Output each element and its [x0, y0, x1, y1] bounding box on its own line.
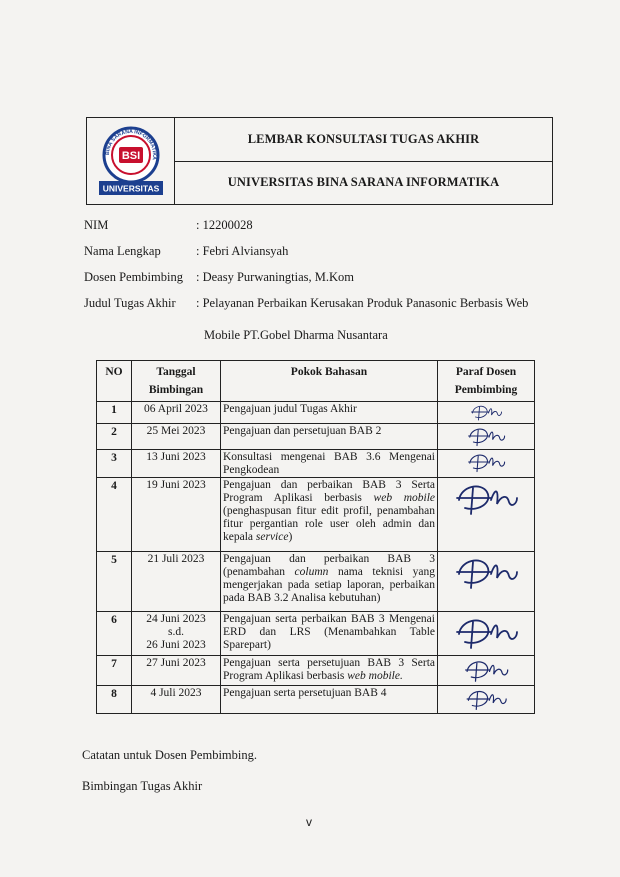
row-date: 4 Juli 2023	[132, 686, 221, 714]
row-date: 24 Juni 2023 s.d. 26 Juni 2023	[132, 612, 221, 656]
advisor-value: : Deasy Purwaningtias, M.Kom	[196, 270, 354, 284]
row-number: 5	[97, 552, 132, 612]
signature-icon	[451, 450, 521, 474]
row-topic: Pengajuan dan perbaikan BAB 3 (penambahan column nama teknisi yang mengerjakan pada setiap laporan, perbaikan pada BAB 3.2 Analisa kebutuhan)	[221, 552, 438, 612]
name-label: Nama Lengkap	[84, 244, 161, 258]
table-row	[97, 402, 535, 424]
thesis-value-continued: Mobile PT.Gobel Dharma Nusantara	[204, 328, 388, 342]
signature-icon	[451, 686, 521, 712]
university-name: UNIVERSITAS BINA SARANA INFORMATIKA	[175, 161, 552, 205]
row-topic: Pengajuan serta perbaikan BAB 3 Mengenai ERD dan LRS (Menambahkan Table Sparepart)	[221, 612, 438, 656]
row-date: 13 Juni 2023	[132, 450, 221, 478]
university-logo-icon	[95, 123, 167, 199]
row-number: 7	[97, 656, 132, 686]
student-info	[84, 216, 554, 352]
signature-icon	[451, 612, 521, 652]
table-row	[97, 686, 535, 714]
row-date: 06 April 2023	[132, 402, 221, 424]
info-row-nim	[84, 216, 554, 242]
row-topic: Pengajuan judul Tugas Akhir	[221, 402, 438, 424]
consultation-table	[96, 360, 535, 714]
row-date: 25 Mei 2023	[132, 424, 221, 450]
table-row	[97, 656, 535, 686]
signature-icon	[451, 552, 521, 592]
table-header-row	[97, 361, 535, 402]
table-row	[97, 450, 535, 478]
row-number: 2	[97, 424, 132, 450]
signature-icon	[451, 478, 521, 518]
signature-icon	[451, 424, 521, 448]
header-titles	[175, 118, 552, 204]
row-number: 8	[97, 686, 132, 714]
table-row	[97, 424, 535, 450]
row-topic: Pengajuan serta persetujuan BAB 3 Serta Program Aplikasi berbasis web mobile.	[221, 656, 438, 686]
row-topic: Pengajuan dan perbaikan BAB 3 Serta Program Aplikasi berbasis web mobile (penghaspusan fitur edit profil, penambahan fitur pergantian role user oleh admin dan kepala service)	[221, 478, 438, 552]
header-signature: Paraf Dosen Pembimbing	[438, 361, 535, 402]
row-signature	[438, 552, 535, 612]
info-row-thesis-cont	[84, 326, 554, 352]
row-signature	[438, 402, 535, 424]
table-row	[97, 478, 535, 552]
row-date: 19 Juni 2023	[132, 478, 221, 552]
row-topic: Konsultasi mengenai BAB 3.6 Mengenai Pengkodean	[221, 450, 438, 478]
row-number: 3	[97, 450, 132, 478]
document-header	[86, 117, 553, 205]
advisor-notes-label: Catatan untuk Dosen Pembimbing.	[82, 748, 257, 762]
name-value: : Febri Alviansyah	[196, 244, 289, 258]
header-topic: Pokok Bahasan	[221, 361, 438, 402]
logo-initials: BSI	[121, 150, 140, 162]
row-topic: Pengajuan dan persetujuan BAB 2	[221, 424, 438, 450]
row-signature	[438, 656, 535, 686]
thesis-label: Judul Tugas Akhir	[84, 296, 176, 310]
row-date: 21 Juli 2023	[132, 552, 221, 612]
header-no: NO	[97, 361, 132, 402]
nim-label: NIM	[84, 218, 109, 232]
row-number: 6	[97, 612, 132, 656]
signature-icon	[451, 656, 521, 684]
row-signature	[438, 450, 535, 478]
row-signature	[438, 424, 535, 450]
logo-cell	[87, 118, 175, 204]
logo-ring-text: BINA SARANA INFORMATIKA	[104, 128, 157, 161]
document-title: LEMBAR KONSULTASI TUGAS AKHIR	[247, 131, 480, 146]
row-date: 27 Juni 2023	[132, 656, 221, 686]
thesis-value: : Pelayanan Perbaikan Kerusakan Produk Panasonic Berbasis Web	[196, 296, 529, 310]
row-topic: Pengajuan serta persetujuan BAB 4	[221, 686, 438, 714]
row-signature	[438, 478, 535, 552]
advisor-label: Dosen Pembimbing	[84, 270, 183, 284]
table-row	[97, 552, 535, 612]
logo-banner: UNIVERSITAS	[102, 183, 159, 194]
guidance-label: Bimbingan Tugas Akhir	[82, 779, 203, 793]
nim-value: : 12200028	[196, 218, 253, 232]
row-number: 1	[97, 402, 132, 424]
info-row-name	[84, 242, 554, 268]
info-row-thesis	[84, 294, 554, 320]
info-row-advisor	[84, 268, 554, 294]
signature-icon	[451, 402, 521, 422]
table-row	[97, 612, 535, 656]
row-number: 4	[97, 478, 132, 552]
row-signature	[438, 686, 535, 714]
row-signature	[438, 612, 535, 656]
page-number: v	[306, 815, 312, 829]
header-date: Tanggal Bimbingan	[132, 361, 221, 402]
